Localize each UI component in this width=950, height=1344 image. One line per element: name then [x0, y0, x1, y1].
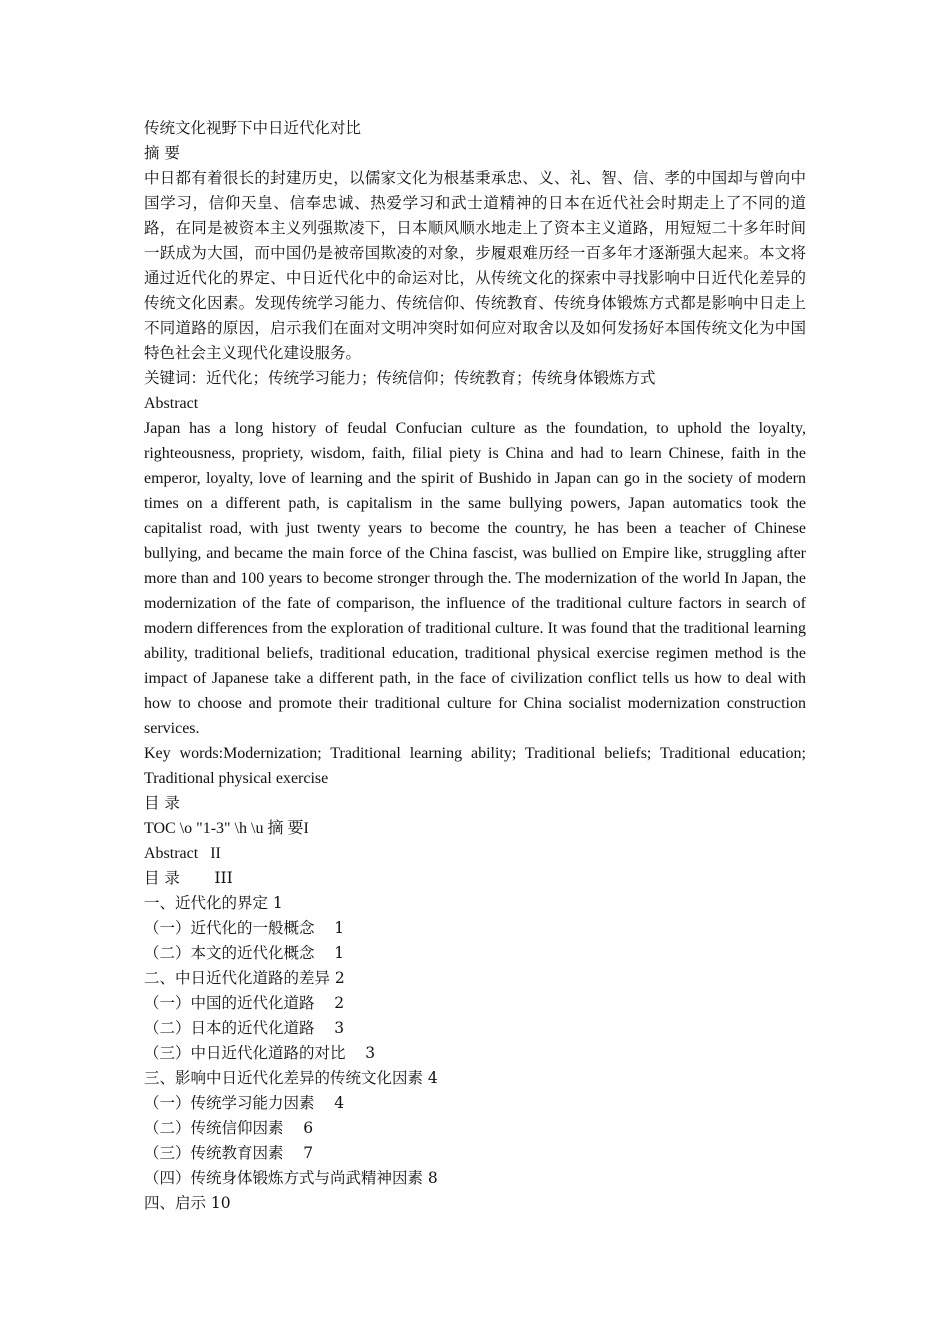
toc-entry-section-2-3[interactable]: （三）中日近代化道路的对比 3	[144, 1044, 376, 1062]
abstract-en-body: Japan has a long history of feudal Confucian culture as the foundation, to uphold the loyalty, righteousness, propriety, wisdom, faith, filial piety is China and had to learn Chinese, faith in the emperor, loyalty, love of learning and the spirit of Bushido in Japan can go in the society of modern times on a different path, is capitalism in the same bullying powers, Japan automatics took the capitalist road, with just twenty years to become the country, he has been a teacher of Chinese bullying, and became the main force of the China fascist, was bullied on Empire like, struggling after more than and 100 years to become stronger through the. The modernization of the world In Japan, the modernization of the fate of comparison, the influence of the traditional culture factors in search of modern differences from the exploration of traditional culture. It was found that the traditional learning ability, traditional beliefs, traditional education, traditional physical exercise regimen method is the impact of Japanese take a different path, in the face of civilization conflict tells us how to deal with how to choose and promote their traditional culture for China socialist modernization construction services.	[144, 420, 806, 737]
toc-entry-section-3-2[interactable]: （二）传统信仰因素 6	[144, 1119, 314, 1137]
toc-entry-section-2-2[interactable]: （二）日本的近代化道路 3	[144, 1019, 345, 1037]
toc-entry-section-1-2[interactable]: （二）本文的近代化概念 1	[144, 944, 345, 962]
toc-field-code[interactable]: TOC \o "1-3" \h \u 摘 要I	[144, 820, 309, 837]
toc-entry-section-3[interactable]: 三、影响中日近代化差异的传统文化因素 4	[144, 1069, 438, 1087]
toc-entry-section-1[interactable]: 一、近代化的界定 1	[144, 894, 283, 912]
toc-entry-section-4[interactable]: 四、启示 10	[144, 1194, 231, 1212]
keywords-cn: 关键词：近代化；传统学习能力；传统信仰；传统教育；传统身体锻炼方式	[144, 369, 656, 387]
toc-heading: 目 录	[144, 794, 180, 812]
abstract-cn-heading: 摘 要	[144, 144, 180, 162]
document-page	[144, 116, 806, 1216]
toc-entry-contents[interactable]: 目 录 III	[144, 869, 233, 887]
toc-entry-abstract[interactable]: Abstract II	[144, 845, 221, 862]
toc-entry-section-1-1[interactable]: （一）近代化的一般概念 1	[144, 919, 345, 937]
toc-entry-section-2[interactable]: 二、中日近代化道路的差异 2	[144, 969, 345, 987]
toc-entry-section-3-3[interactable]: （三）传统教育因素 7	[144, 1144, 314, 1162]
document-title: 传统文化视野下中日近代化对比	[144, 119, 362, 137]
table-of-contents	[144, 816, 806, 1216]
toc-entry-section-2-1[interactable]: （一）中国的近代化道路 2	[144, 994, 345, 1012]
abstract-en-heading: Abstract	[144, 395, 199, 412]
abstract-cn-body: 中日都有着很长的封建历史，以儒家文化为根基秉承忠、义、礼、智、信、孝的中国却与曾向中国学习，信仰天皇、信奉忠诚、热爱学习和武士道精神的日本在近代社会时期走上了不同的道路，在同是被资本主义列强欺凌下，日本顺风顺水地走上了资本主义道路，用短短二十多年时间一跃成为大国，而中国仍是被帝国欺凌的对象，步履艰难历经一百多年才逐渐强大起来。本文将通过近代化的界定、中日近代化中的命运对比，从传统文化的探索中寻找影响中日近代化差异的传统文化因素。发现传统学习能力、传统信仰、传统教育、传统身体锻炼方式都是影响中日走上不同道路的原因，启示我们在面对文明冲突时如何应对取舍以及如何发扬好本国传统文化为中国特色社会主义现代化建设服务。	[144, 169, 806, 362]
toc-entry-section-3-1[interactable]: （一）传统学习能力因素 4	[144, 1094, 345, 1112]
keywords-en: Key words:Modernization; Traditional learning ability; Traditional beliefs; Traditional education; Traditional physical exercise	[144, 745, 806, 787]
toc-entry-section-3-4[interactable]: （四）传统身体锻炼方式与尚武精神因素 8	[144, 1169, 438, 1187]
